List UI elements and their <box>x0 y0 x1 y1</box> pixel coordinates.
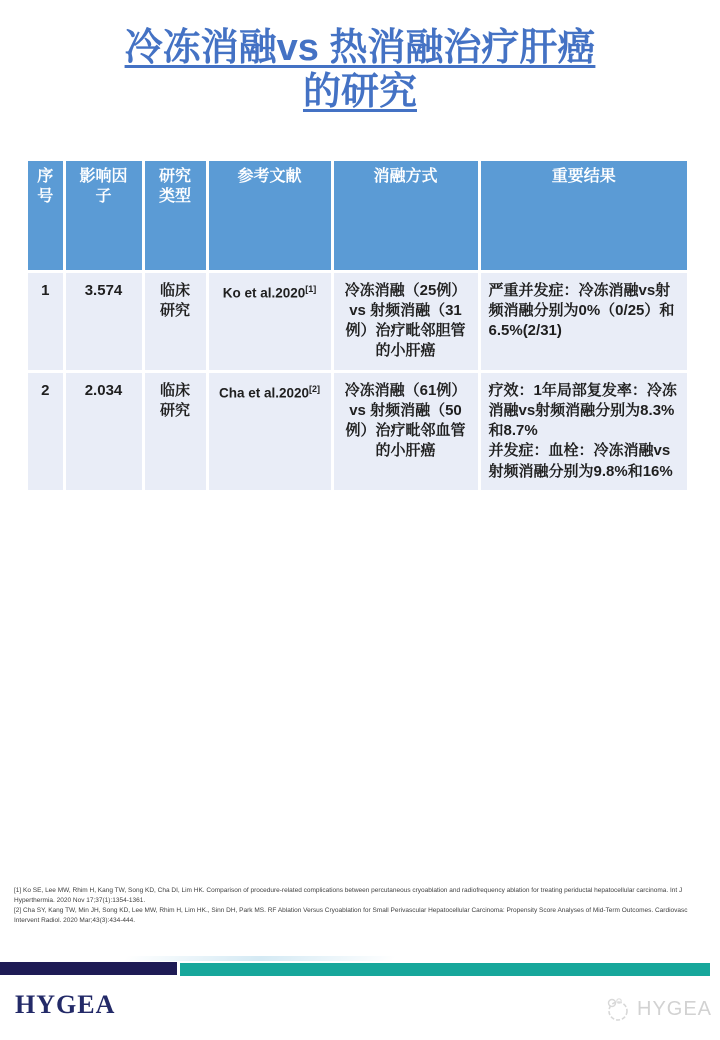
header-key-results: 重要结果 <box>479 161 687 271</box>
table-row <box>28 271 687 371</box>
reference-text: Ko et al.2020 <box>222 285 306 300</box>
cell-reference <box>207 371 332 490</box>
studies-table <box>28 161 687 490</box>
cell-study-type: 临床研究 <box>143 371 207 490</box>
cell-serial-number: 1 <box>28 271 64 371</box>
header-serial-number: 序号 <box>28 161 64 271</box>
table-row <box>28 371 687 490</box>
footer-decorative-streak <box>123 956 397 961</box>
cell-reference <box>207 271 332 371</box>
reference-superscript: [2] <box>309 383 321 394</box>
cell-key-results <box>479 371 687 490</box>
key-results-line: 并发症：血栓：冷冻消融vs射频消融分别为9.8%和16% <box>488 442 673 480</box>
cell-ablation-method: 冷冻消融（25例）vs 射频消融（31例）治疗毗邻胆管的小肝癌 <box>332 271 479 371</box>
header-ablation-method: 消融方式 <box>332 161 479 271</box>
cell-serial-number: 2 <box>28 371 64 490</box>
key-results-line: 严重并发症：冷冻消融vs射频消融分别为0%（0/25）和6.5%(2/31) <box>488 281 675 339</box>
hygea-logo-text: HYGEA <box>15 990 116 1019</box>
page-title-line2: 的研究 <box>302 71 417 114</box>
header-impact-factor: 影响因子 <box>64 161 143 271</box>
page-title-line1: 冷冻消融vs 热消融治疗肝癌 <box>124 27 596 69</box>
footnote-2: [2] Cha SY, Kang TW, Min JH, Song KD, Lee MW, Rhim H, Lim HK., Sinn DH, Park MS. RF Ablation Versus Cryoablation for Small Perivascular Hepatocellular Carcinoma: Propensity Score Analyses of Mid-Term Outcomes. Cardiovasc Intervent Radiol. 2020 Mar;43(3):434-444. <box>14 907 688 925</box>
page-title <box>0 26 720 114</box>
footer-bar-teal <box>180 963 710 976</box>
table-header-row <box>28 161 687 271</box>
key-results-line: 疗效：1年局部复发率：冷冻消融vs射频消融分别为8.3%和8.7% <box>488 381 677 439</box>
hygea-watermark-icon <box>604 996 631 1023</box>
header-reference: 参考文献 <box>207 161 332 271</box>
cell-study-type: 临床研究 <box>143 271 207 371</box>
cell-key-results <box>479 271 687 371</box>
hygea-watermark-label: HYGEA <box>637 998 713 1020</box>
cell-impact-factor: 3.574 <box>64 271 143 371</box>
cell-impact-factor: 2.034 <box>64 371 143 490</box>
cell-ablation-method: 冷冻消融（61例）vs 射频消融（50例）治疗毗邻血管的小肝癌 <box>332 371 479 490</box>
hygea-watermark <box>604 996 712 1023</box>
footnote-1: [1] Ko SE, Lee MW, Rhim H, Kang TW, Song KD, Cha DI, Lim HK. Comparison of procedure-related complications between percutaneous cryoablation and radiofrequency ablation for treating periductal hepatocellular carcinoma. Int J Hyperthermia. 2020 Nov 17;37(1):1354-1361. <box>14 887 683 905</box>
footnotes <box>14 886 712 926</box>
header-study-type: 研究类型 <box>143 161 207 271</box>
footer-bar-navy <box>0 962 177 975</box>
reference-superscript: [1] <box>305 283 317 294</box>
reference-text: Cha et al.2020 <box>218 385 310 400</box>
